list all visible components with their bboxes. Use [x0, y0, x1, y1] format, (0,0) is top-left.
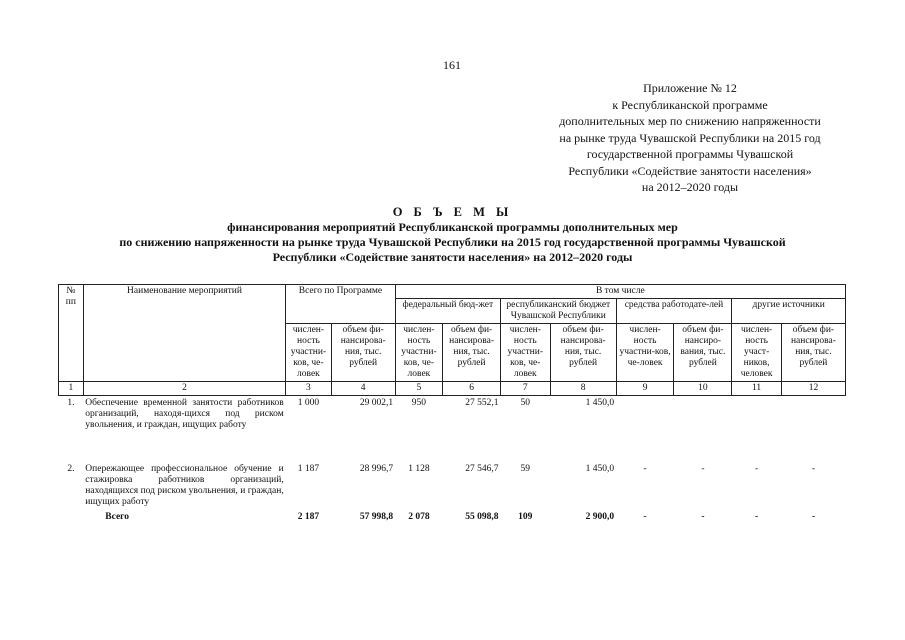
cell: -: [755, 511, 759, 522]
cell: -: [811, 511, 816, 522]
appendix-line: на рынке труда Чувашской Республики на 2015 год: [559, 130, 821, 145]
appendix-header: [520, 80, 860, 196]
column-number: 7: [501, 382, 551, 396]
column-number: 8: [550, 382, 616, 396]
header-other: другие источники: [732, 299, 846, 324]
cell: 50: [520, 398, 531, 408]
column-number: 4: [331, 382, 395, 396]
header-federal: федеральный бюд-жет: [395, 299, 500, 324]
row-number: 2.: [67, 463, 75, 474]
appendix-line: к Республиканской программе: [612, 97, 768, 112]
header-count: числен-ность участ-ников, человек: [732, 324, 782, 382]
cell: 55 098,8: [465, 511, 499, 522]
column-number: 11: [732, 382, 782, 396]
cell: -: [701, 463, 705, 474]
cell: 109: [518, 511, 533, 522]
header-count: числен-ность участни-ков, че-ловек: [616, 324, 674, 382]
cell: [781, 396, 845, 462]
appendix-line: государственной программы Чувашской: [586, 147, 794, 161]
cell: 57 998,8: [359, 511, 394, 522]
column-number: 5: [395, 382, 443, 396]
row-name: Обеспечение временной занятости работников организаций, находя-щихся под риском увольнения, и граждан, ищущих работу: [85, 398, 284, 430]
financing-table: [58, 284, 846, 525]
header-volume: объем фи-нансирова-ния, тыс. рублей: [443, 324, 501, 382]
column-number: 2: [83, 382, 285, 396]
column-number: 6: [443, 382, 501, 396]
cell: 2 900,0: [585, 511, 615, 522]
cell: 1 187: [297, 463, 320, 474]
cell: [616, 396, 674, 462]
table-row: [59, 396, 846, 462]
page-number: 161: [443, 58, 461, 72]
row-name: Опережающее профессиональное обучение и стажировка работников организаций, находящихся под риском увольнения, и граждан, ищущих работу: [85, 463, 284, 507]
cell: 27 552,1: [465, 398, 499, 408]
row-number: 1.: [67, 398, 75, 408]
appendix-line: Приложение № 12: [643, 81, 737, 95]
cell: [674, 396, 732, 462]
cell: 59: [520, 463, 531, 474]
header-volume: объем фи-нансирова-ния, тыс. рублей: [331, 324, 395, 382]
header-count: числен-ность участни-ков, че-ловек: [501, 324, 551, 382]
total-row: [59, 510, 846, 525]
cell: [732, 396, 782, 462]
title-line: Республики «Содействие занятости населения» на 2012–2020 годы: [272, 250, 633, 264]
header-volume: объем фи-нансирова-ния, тыс. рублей: [550, 324, 616, 382]
cell: 1 450,0: [585, 398, 615, 408]
header-volume: объем фи-нансирова-ния, тыс. рублей: [781, 324, 845, 382]
title-heading: О Б Ъ Е М Ы: [392, 205, 513, 219]
cell: 950: [411, 398, 427, 408]
column-number: 10: [674, 382, 732, 396]
cell: -: [755, 463, 759, 474]
column-number: 9: [616, 382, 674, 396]
document-title: [40, 205, 865, 265]
header-volume: объем фи-нансиро-вания, тыс. рублей: [674, 324, 732, 382]
header-employer: средства работодате-лей: [616, 299, 732, 324]
header-name: Наименование мероприятий: [83, 285, 285, 382]
header-num: № пп: [59, 285, 84, 382]
cell: 2 078: [408, 511, 430, 522]
column-number: 3: [286, 382, 331, 396]
appendix-line: Республики «Содействие занятости населения»: [568, 163, 812, 178]
title-line: финансирования мероприятий Республиканской программы дополнительных мер: [227, 220, 678, 234]
header-total: Всего по Программе: [286, 285, 395, 324]
header-count: числен-ность участни-ков, че-ловек: [395, 324, 443, 382]
table-row: [59, 462, 846, 510]
cell: -: [701, 511, 705, 522]
cell: 1 128: [408, 463, 430, 474]
cell: 29 002,1: [359, 398, 394, 408]
appendix-line: на 2012–2020 годы: [641, 180, 739, 194]
header-including: В том числе: [395, 285, 845, 299]
cell: -: [643, 463, 647, 474]
cell: -: [643, 511, 647, 522]
appendix-line: дополнительных мер по снижению напряженности: [559, 114, 821, 128]
column-number: 12: [781, 382, 845, 396]
cell: 1 450,0: [585, 463, 615, 474]
cell: 1 000: [297, 398, 320, 408]
column-number: 1: [59, 382, 84, 396]
header-republican: республиканский бюджет Чувашской Республики: [501, 299, 617, 324]
cell: 2 187: [297, 511, 320, 522]
cell: 28 996,7: [359, 463, 394, 474]
cell: -: [811, 463, 816, 474]
cell: 27 546,7: [465, 463, 499, 474]
row-number: [59, 510, 84, 525]
header-count: числен-ность участни-ков, че-ловек: [286, 324, 331, 382]
total-label: Всего: [105, 511, 129, 522]
title-line: по снижению напряженности на рынке труда Чувашской Республики на 2015 год государственной программы Чувашской: [119, 235, 786, 249]
